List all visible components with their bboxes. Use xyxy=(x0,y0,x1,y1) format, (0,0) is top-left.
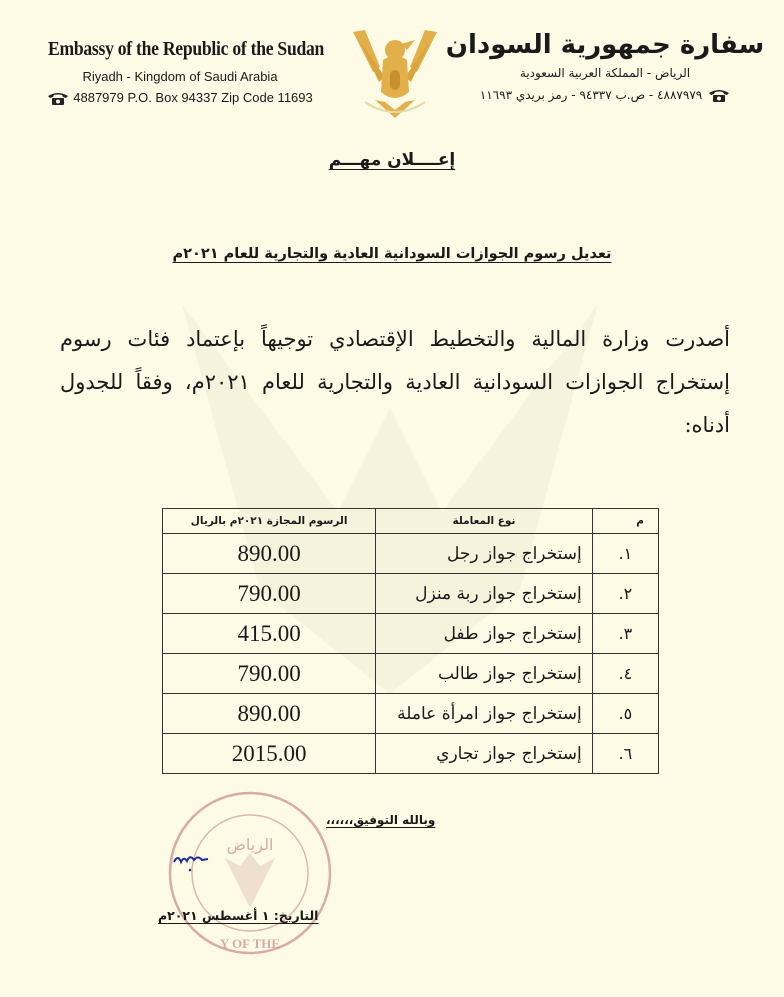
row-number: ٦. xyxy=(592,734,658,774)
row-number: ١. xyxy=(592,534,658,574)
table-row xyxy=(163,734,659,774)
phone-icon xyxy=(708,88,730,102)
body-paragraph: أصدرت وزارة المالية والتخطيط الإقتصادي توجيهاً بإعتماد فئات رسوم إستخراج الجوازات السودانية العادية والتجارية للعام ٢٠٢١م، وفقاً للجدول أدناه: xyxy=(60,327,730,437)
table-header-row xyxy=(163,509,659,534)
row-number: ٣. xyxy=(592,614,658,654)
subject-heading xyxy=(0,243,784,262)
embassy-location-english: Riyadh - Kingdom of Saudi Arabia xyxy=(82,69,278,84)
sudan-emblem-icon xyxy=(345,22,445,122)
embassy-contact-english xyxy=(30,90,330,105)
row-fee: 890.00 xyxy=(163,534,376,574)
svg-text:Y OF THE: Y OF THE xyxy=(219,936,281,951)
table-row xyxy=(163,574,659,614)
row-fee: 890.00 xyxy=(163,694,376,734)
letterhead-english xyxy=(30,38,330,105)
row-type: إستخراج جواز رجل xyxy=(376,534,593,574)
announcement-heading xyxy=(0,150,784,170)
row-type: إستخراج جواز تجاري xyxy=(376,734,593,774)
row-fee: 2015.00 xyxy=(163,734,376,774)
row-fee: 790.00 xyxy=(163,574,376,614)
phone-icon xyxy=(47,91,69,105)
letterhead-arabic xyxy=(440,30,770,102)
contact-text-arabic: ٤٨٨٧٩٧٩ - ص.ب ٩٤٣٣٧ - رمز بريدي ١١٦٩٣ xyxy=(479,88,703,102)
header-transaction-type: نوع المعاملة xyxy=(376,509,593,534)
contact-text-english: 4887979 P.O. Box 94337 Zip Code 11693 xyxy=(73,90,313,105)
svg-text:الرياض: الرياض xyxy=(226,835,274,854)
table-row xyxy=(163,534,659,574)
header-fee: الرسوم المجازة ٢٠٢١م بالريال xyxy=(163,509,376,534)
table-row xyxy=(163,654,659,694)
announcement-title: إعــــلان مهـــم xyxy=(328,150,456,170)
table-row xyxy=(163,694,659,734)
table-row xyxy=(163,614,659,654)
subject-text: تعديل رسوم الجوازات السودانية العادية والتجارية للعام ٢٠٢١م xyxy=(172,246,612,262)
embassy-contact-arabic xyxy=(440,88,770,102)
letterhead xyxy=(0,0,784,130)
row-fee: 415.00 xyxy=(163,614,376,654)
header-number: م xyxy=(592,509,658,534)
embassy-name-arabic: سفارة جمهورية السودان xyxy=(445,30,765,60)
embassy-name-english: Embassy of the Republic of the Sudan xyxy=(48,38,325,60)
row-type: إستخراج جواز ربة منزل xyxy=(376,574,593,614)
row-number: ٤. xyxy=(592,654,658,694)
embassy-location-arabic: الرياض - المملكة العربية السعودية xyxy=(519,66,691,80)
row-fee: 790.00 xyxy=(163,654,376,694)
document-date: التاريخ: ١ أغسطس ٢٠٢١م xyxy=(158,908,319,923)
row-number: ٥. xyxy=(592,694,658,734)
row-type: إستخراج جواز طالب xyxy=(376,654,593,694)
row-type: إستخراج جواز طفل xyxy=(376,614,593,654)
row-type: إستخراج جواز امرأة عاملة xyxy=(376,694,593,734)
row-number: ٢. xyxy=(592,574,658,614)
closing-phrase: وبالله التوفيق،،،،،، xyxy=(326,813,436,827)
signature xyxy=(172,848,212,874)
fees-table xyxy=(162,508,659,774)
